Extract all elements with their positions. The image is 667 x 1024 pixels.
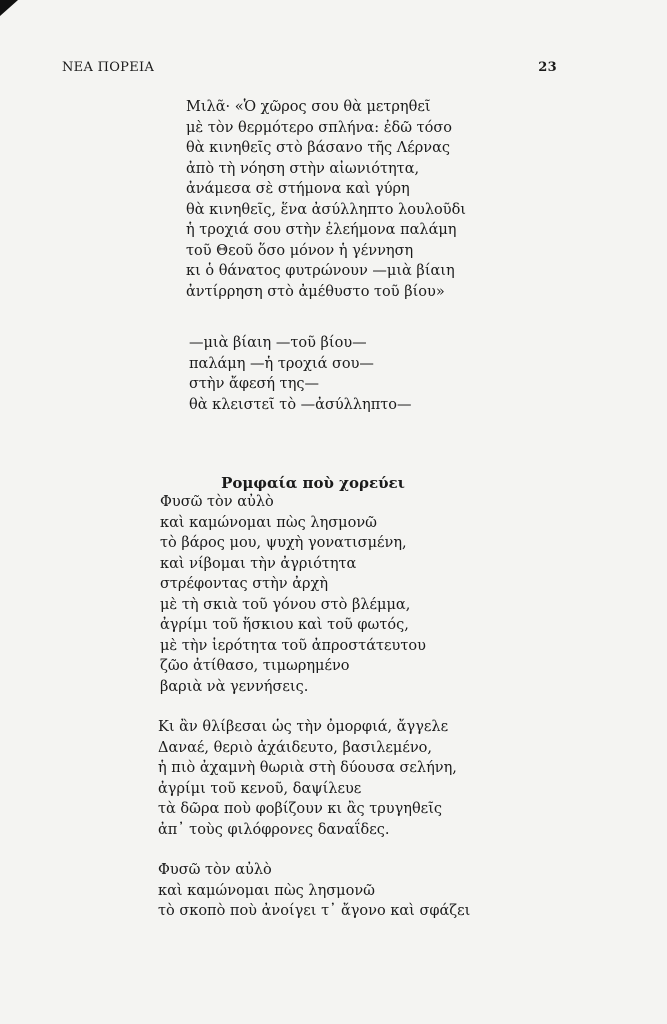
verse-line: καὶ νίβομαι τὴν ἀγριότητα [160,555,357,572]
verse-line: κι ὁ θάνατος φυτρώνουν —μιὰ βίαιη [186,263,455,279]
verse-line: ἀντίρρηση στὸ ἀμέθυστο τοῦ βίου» [186,283,445,300]
verse-line: στρέφοντας στὴν ἀρχὴ [160,576,329,592]
verse-line: Δαναέ, θεριὸ ἀχάιδευτο, βασιλεμένο, [158,739,433,756]
poem-one-stanza-1 [186,97,466,302]
verse-line: καὶ καμώνομαι πὼς λησμονῶ [158,882,375,899]
verse-line: ἀγρίμι τοῦ κενοῦ, δαψίλευε [158,780,362,797]
verse-line: ἡ τροχιά σου στὴν ἐλεήμονα παλάμη [186,222,457,238]
verse-line: βαριὰ νὰ γεννήσεις. [160,678,309,695]
verse-line: ζῶο ἀτίθασο, τιμωρημένο [160,658,350,674]
poem-two-stanza-3 [158,860,470,922]
verse-line: μὲ τὴ σκιὰ τοῦ γόνου στὸ βλέμμα, [160,596,411,613]
verse-line: τὰ δῶρα ποὺ φοβίζουν κι ἂς τρυγηθεῖς [158,801,443,817]
running-head [62,60,557,80]
verse-line: —μιὰ βίαιη —τοῦ βίου— [189,335,367,351]
poem-two-stanza-2 [158,717,457,840]
verse-line: μὲ τὴν ἱερότητα τοῦ ἀπροστάτευτου [160,637,426,654]
verse-line: θὰ κινηθεῖς, ἕνα ἀσύλληπτο λουλοῦδι [186,201,466,218]
corner-mark [0,0,18,16]
verse-line: θὰ κινηθεῖς στὸ βάσανο τῆς Λέρνας [186,140,450,156]
verse-line: τὸ σκοπὸ ποὺ ἀνοίγει τ᾽ ἄγονο καὶ σφάζει [158,903,471,919]
poem-two-stanza-1 [160,492,426,697]
poem-title: Ρομφαία ποὺ χορεύει [221,474,405,493]
verse-line: Φυσῶ τὸν αὐλὸ [158,862,272,878]
page-number: 23 [538,60,557,75]
verse-line: στὴν ἄφεσή της— [189,376,320,392]
verse-line: ἡ πιὸ ἀχαμνὴ θωριὰ στὴ δύουσα σελήνη, [158,760,457,776]
verse-line: ἀπ᾽ τοὺς φιλόφρονες δαναΐδες. [158,821,390,838]
verse-line: Φυσῶ τὸν αὐλὸ [160,494,274,510]
journal-title: ΝΕΑ ΠΟΡΕΙΑ [62,60,155,75]
verse-line: ἀγρίμι τοῦ ἥσκιου καὶ τοῦ φωτός, [160,617,409,633]
verse-line: τὸ βάρος μου, ψυχὴ γονατισμένη, [160,535,407,551]
poem-one-stanza-2 [189,333,412,415]
verse-line: ἀνάμεσα σὲ στήμονα καὶ γύρη [186,181,410,197]
verse-line: τοῦ Θεοῦ ὅσο μόνον ἡ γέννηση [186,242,414,259]
verse-line: Κι ἂν θλίβεσαι ὡς τὴν ὀμορφιά, ἄγγελε [158,719,449,735]
verse-line: παλάμη —ἡ τροχιά σου— [189,355,374,372]
verse-line: Μιλᾶ· «Ὁ χῶρος σου θὰ μετρηθεῖ [186,99,431,115]
verse-line: ἀπὸ τὴ νόηση στὴν αἰωνιότητα, [186,160,420,177]
verse-line: καὶ καμώνομαι πὼς λησμονῶ [160,514,377,531]
verse-line: θὰ κλειστεῖ τὸ —ἀσύλληπτο— [189,396,412,413]
verse-line: μὲ τὸν θερμότερο σπλήνα: ἐδῶ τόσο [186,119,453,136]
